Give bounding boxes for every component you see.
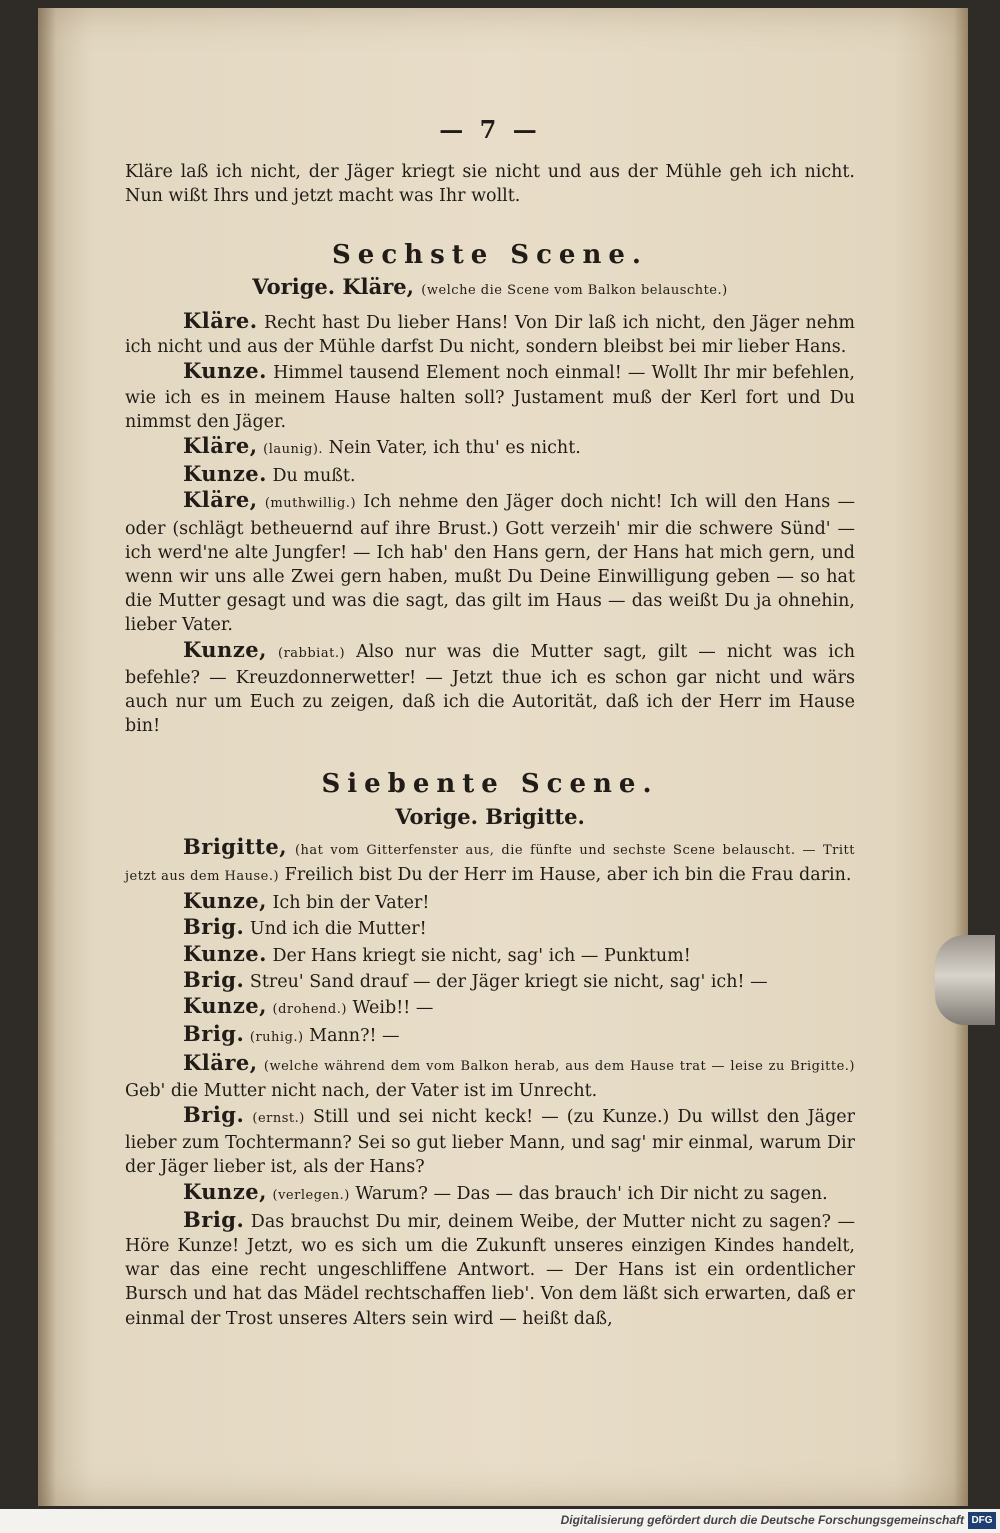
dialogue-line	[125, 309, 855, 359]
dialogue-line	[125, 889, 855, 915]
stage-direction: (muthwillig.)	[264, 496, 357, 512]
dialogue-line	[125, 942, 855, 968]
spoken-text: Himmel tausend Element noch einmal! — Wollt Ihr mir befehlen, wie ich es in meinem Hause halten soll? Justament muß der Kerl fort und Du nimmst den Jäger.	[125, 363, 855, 432]
page-content	[125, 115, 855, 1331]
speaker-name: Kläre,	[183, 487, 258, 513]
stage-direction: (hat vom Gitterfenster aus, die fünfte und sechste Scene belauscht. — Tritt jetzt aus dem Hause.)	[125, 842, 855, 885]
dialogue-line	[125, 1103, 855, 1180]
dialogue-line	[125, 915, 855, 941]
stage-direction: (verlegen.)	[272, 1187, 350, 1203]
footer-bar	[0, 1509, 1000, 1533]
speaker-name: Brig.	[183, 1101, 245, 1127]
speaker-name: Kunze,	[183, 636, 267, 662]
cast-names: Vorige. Brigitte.	[395, 803, 585, 829]
scene-title: Sechste Scene.	[332, 239, 648, 270]
spoken-text: Und ich die Mutter!	[249, 919, 427, 940]
dialogue-line	[125, 835, 855, 889]
spoken-text: Das brauchst Du mir, deinem Weibe, der Mutter nicht zu sagen? — Höre Kunze! Jetzt, wo es sich um die Zukunft unseres einzigen Kindes handelt, war das eine recht ungeschliffene Antwort. — Der Hans ist ein ordentlicher Bursch und hat das Mädel rechtschaffen lieb'. Von dem läßt sich erwarten, daß er einmal der Trost unseres Alters sein wird — heißt daß,	[125, 1211, 855, 1329]
page-edge	[954, 8, 968, 1506]
cast-names: Vorige. Kläre,	[252, 273, 414, 299]
dialogue-line	[125, 488, 855, 637]
dialogue-line	[125, 462, 855, 488]
speaker-name: Kunze,	[183, 993, 267, 1019]
speaker-name: Kunze,	[183, 888, 267, 914]
scene-cast	[125, 275, 855, 303]
scene-lines	[125, 309, 855, 738]
spoken-text: Mann?! —	[309, 1026, 400, 1047]
speaker-name: Brig.	[183, 966, 245, 992]
spoken-text: Also nur was die Mutter sagt, gilt — nicht was ich befehle? — Kreuzdonnerwetter! — Jetzt thue ich es schon gar nicht und wärs auch nur um Euch zu zeigen, daß ich die Autorität, daß ich der Herr im Hause bin!	[125, 641, 855, 737]
spoken-text: Ich bin der Vater!	[272, 893, 430, 914]
speaker-name: Kunze.	[183, 358, 267, 384]
footer-credit: Digitalisierung gefördert durch die Deutsche Forschungsgemeinschaft	[560, 1513, 964, 1527]
dialogue-line	[125, 1022, 855, 1050]
dialogue-line	[125, 994, 855, 1022]
dialogue-line	[125, 359, 855, 434]
dialogue-line	[125, 1180, 855, 1208]
speaker-name: Brigitte,	[183, 833, 288, 859]
spoken-text: Warum? — Das — das brauch' ich Dir nicht zu sagen.	[355, 1183, 828, 1204]
page-gutter	[38, 8, 56, 1506]
spoken-text: Der Hans kriegt sie nicht, sag' ich — Punktum!	[272, 945, 691, 966]
stage-direction: (ernst.)	[252, 1110, 305, 1126]
speaker-name: Kunze.	[183, 940, 267, 966]
dialogue-line	[125, 1051, 855, 1103]
scene-cast	[125, 805, 855, 829]
cast-direction: (welche die Scene vom Balkon belauschte.)	[421, 282, 728, 298]
dialogue-line	[125, 968, 855, 994]
speaker-name: Brig.	[183, 914, 245, 940]
page-clip	[935, 935, 995, 1025]
spoken-text: Ich nehme den Jäger doch nicht! Ich will den Hans — oder (schlägt betheuernd auf ihre Brust.) Gott verzeih' mir die schwere Sünd' — ich werd'ne alte Jungfer! — Ich hab' den Hans gern, der Hans hat mich gern, und wenn wir uns alle Zwei gern haben, mußt Du Deine Einwilligung geben — so hat die Mutter gesagt und was die sagt, das gilt im Haus — das weißt Du ja ohnehin, lieber Vater.	[125, 492, 855, 636]
spoken-text: Du mußt.	[272, 466, 356, 487]
spoken-text: Recht hast Du lieber Hans! Von Dir laß ich nicht, den Jäger nehm ich nicht und aus der Mühle darfst Du nicht, sondern bleibst bei mir lieber Hans.	[125, 313, 855, 358]
spoken-text: Weib!! —	[352, 998, 434, 1019]
speaker-name: Brig.	[183, 1021, 245, 1047]
spoken-text: Nein Vater, ich thu' es nicht.	[328, 438, 581, 459]
page-number: — 7 —	[439, 115, 541, 144]
spoken-text: Freilich bist Du der Herr im Hause, aber ich bin die Frau darin.	[284, 865, 852, 886]
stage-direction: (rabbiat.)	[278, 645, 346, 661]
speaker-name: Brig.	[183, 1206, 245, 1232]
dialogue-line	[125, 1208, 855, 1331]
stage-direction: (welche während dem vom Balkon herab, aus dem Hause trat — leise zu Brigitte.)	[263, 1058, 855, 1074]
intro-paragraph: Kläre laß ich nicht, der Jäger kriegt sie nicht und aus der Mühle geh ich nicht. Nun wißt Ihrs und jetzt macht was Ihr wollt.	[125, 162, 855, 207]
scene-title: Siebente Scene.	[321, 769, 659, 800]
speaker-name: Kunze,	[183, 1178, 267, 1204]
spoken-text: Streu' Sand drauf — der Jäger kriegt sie nicht, sag' ich! —	[249, 971, 768, 992]
speaker-name: Kläre,	[183, 1049, 258, 1075]
dialogue-line	[125, 434, 855, 462]
dialogue-line	[125, 638, 855, 739]
spoken-text: Geb' die Mutter nicht nach, der Vater ist im Unrecht.	[125, 1080, 598, 1101]
spoken-text: Still und sei nicht keck! — (zu Kunze.) Du willst den Jäger lieber zum Tochtermann? Sei so gut lieber Mann, und sag' mir einmal, warum Dir der Jäger lieber ist, als der Hans?	[125, 1106, 855, 1178]
stage-direction: (drohend.)	[272, 1002, 347, 1018]
speaker-name: Kunze.	[183, 461, 267, 487]
stage-direction: (launig).	[263, 442, 324, 458]
dfg-logo: DFG	[968, 1512, 996, 1529]
speaker-name: Kläre,	[183, 433, 258, 459]
stage-direction: (ruhig.)	[249, 1030, 304, 1046]
speaker-name: Kläre.	[183, 308, 258, 334]
scene-lines	[125, 835, 855, 1331]
